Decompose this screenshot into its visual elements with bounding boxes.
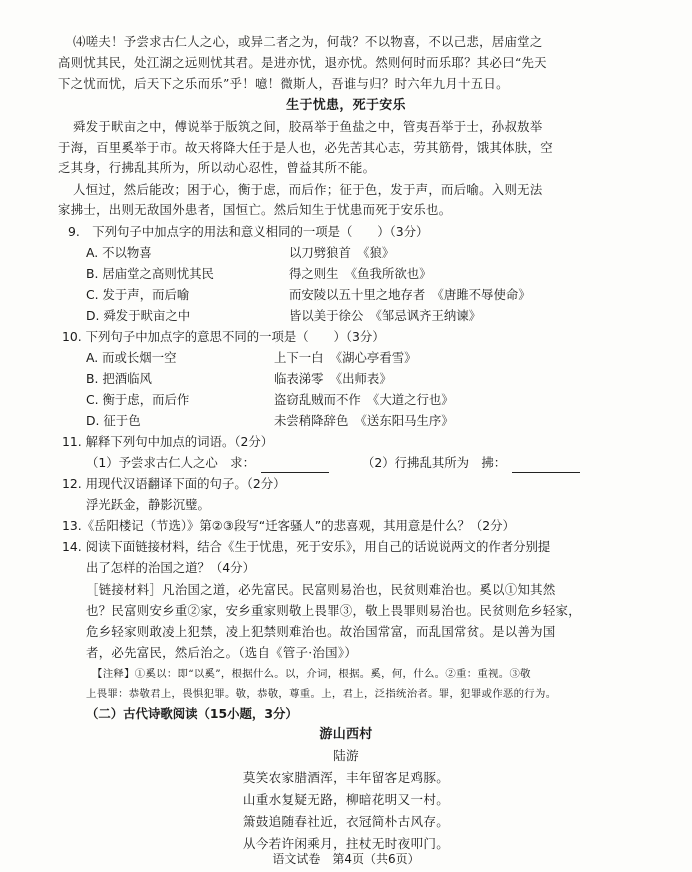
q10-option-b-ref: 临表涕零 《出师表》 (274, 371, 392, 386)
page-footer: 语文试卷 第4页（共6页） (272, 852, 420, 866)
q10-option-a-ref: 上下一白 《湖心亭看雪》 (274, 350, 417, 365)
poem-title: 游山西村 (319, 727, 373, 742)
q11-answer-blank-1[interactable] (261, 459, 329, 473)
q11-item-2 (362, 453, 580, 473)
q10-option-d: D. 征于色 (86, 413, 141, 428)
q9-option-a-ref: 以刀劈狼首 《狼》 (289, 245, 395, 260)
poem-line-4: 从今若许闲乘月，拄杖无时夜叩门。 (242, 836, 450, 851)
q14-material-line-3: 危乡轻家则敢凌上犯禁，凌上犯禁则难治也。故治国常富，而乱国常贫。是以善为国 (86, 624, 556, 639)
q10-option-c-ref: 盗窃乱贼而不作 《大道之行也》 (274, 392, 454, 407)
q9-option-a: A. 不以物喜 (86, 245, 152, 260)
q9-option-d-ref: 皆以美于徐公 《邹忌讽齐王纳谏》 (289, 308, 482, 323)
q9-option-b: B. 居庙堂之高则忧其民 (86, 266, 214, 281)
passage2-line-4: 人恒过，然后能改；困于心，衡于虑，而后作；征于色，发于声，而后喻。入则无法 (73, 182, 543, 197)
q14-stem-line-2: 出了怎样的治国之道？（4分） (86, 560, 255, 575)
q12-stem: 12. 用现代汉语翻译下面的句子。（2分） (62, 476, 286, 491)
poem-author: 陆游 (333, 748, 359, 763)
q9-option-d: D. 舜发于畎亩之中 (86, 308, 191, 323)
passage2-line-3: 乏其身，行拂乱其所为，所以动心忍性，曾益其所不能。 (58, 160, 376, 175)
q10-option-b: B. 把酒临风 (86, 371, 152, 386)
q10-option-c: C. 衡于虑，而后作 (86, 392, 190, 407)
q11-item-2-text: （2）行拂乱其所为 拂： (362, 455, 507, 470)
q10-option-a: A. 而或长烟一空 (86, 350, 177, 365)
q14-note-line-1: 【注释】①奚以：即“以奚”，根据什么。以，介词，根据。奚，何，什么。②重：重视。③敬 (92, 668, 531, 680)
passage1-line-2: 高则忧其民，处江湖之远则忧其君。是进亦忧，退亦忧。然则何时而乐耶？其必曰“先天 (58, 55, 547, 70)
poem-line-2: 山重水复疑无路，柳暗花明又一村。 (242, 792, 450, 807)
passage1-line-1: ⑷嗟夫！予尝求古仁人之心，或异二者之为，何哉？不以物喜，不以己悲，居庙堂之 (73, 34, 543, 49)
q9-stem: 9. 下列句子中加点字的用法和意义相同的一项是（ ）（3分） (68, 224, 429, 239)
q14-stem-line-1: 14. 阅读下面链接材料，结合《生于忧患，死于安乐》，用自己的话说说两文的作者分别提 (62, 539, 551, 554)
q9-option-b-ref: 得之则生 《鱼我所欲也》 (289, 266, 432, 281)
q10-stem: 10. 下列句子中加点字的意思不同的一项是（ ）（3分） (62, 329, 385, 344)
q12-sentence: 浮光跃金，静影沉璧。 (86, 497, 210, 512)
q9-option-c: C. 发于声，而后喻 (86, 287, 190, 302)
q11-stem: 11. 解释下列句中加点的词语。（2分） (62, 434, 274, 449)
poem-line-3: 箫鼓追随春社近，衣冠简朴古风存。 (242, 814, 450, 829)
passage2-title: 生于忧患，死于安乐 (286, 98, 406, 113)
q13-stem: 13.《岳阳楼记（节选）》第②③段写“迁客骚人”的悲喜观，其用意是什么？（2分） (62, 518, 515, 533)
q11-item-1-text: （1）予尝求古仁人之心 求： (86, 455, 255, 470)
q10-option-d-ref: 未尝稍降辞色 《送东阳马生序》 (274, 413, 454, 428)
q9-option-c-ref: 而安陵以五十里之地存者 《唐雎不辱使命》 (289, 287, 531, 302)
passage2-line-1: 舜发于畎亩之中，傅说举于版筑之间，胶鬲举于鱼盐之中，管夷吾举于士，孙叔敖举 (73, 119, 543, 134)
q14-material-line-2: 也？民富则安乡重②家，安乡重家则敬上畏罪③，敬上畏罪则易治也。民贫则危乡轻家， (86, 603, 581, 618)
q11-answer-blank-2[interactable] (512, 459, 580, 473)
passage1-line-3: 下之忧而忧，后天下之乐而乐”乎！噫！微斯人，吾谁与归？时六年九月十五日。 (58, 76, 509, 91)
passage2-line-5: 家拂士，出则无敌国外患者，国恒亡。然后知生于忧患而死于安乐也。 (58, 202, 452, 217)
poem-line-1: 莫笑农家腊酒浑，丰年留客足鸡豚。 (242, 770, 450, 785)
section2-heading: （二）古代诗歌阅读（15小题，3分） (86, 706, 298, 721)
q14-material-line-4: 者，必先富民，然后治之。（选自《管子·治国》） (86, 645, 358, 660)
q11-item-1 (86, 453, 329, 473)
q14-material-line-1: ［链接材料］凡治国之道，必先富民。民富则易治也，民贫则难治也。奚以①知其然 (86, 582, 556, 597)
q14-note-line-2: 上畏罪：恭敬君上，畏惧犯罪。敬，恭敬，尊重。上，君上，泛指统治者。罪，犯罪或作恶的行为。 (86, 688, 557, 700)
passage2-line-2: 于海，百里奚举于市。故天将降大任于是人也，必先苦其心志，劳其筋骨，饿其体肤，空 (58, 140, 553, 155)
